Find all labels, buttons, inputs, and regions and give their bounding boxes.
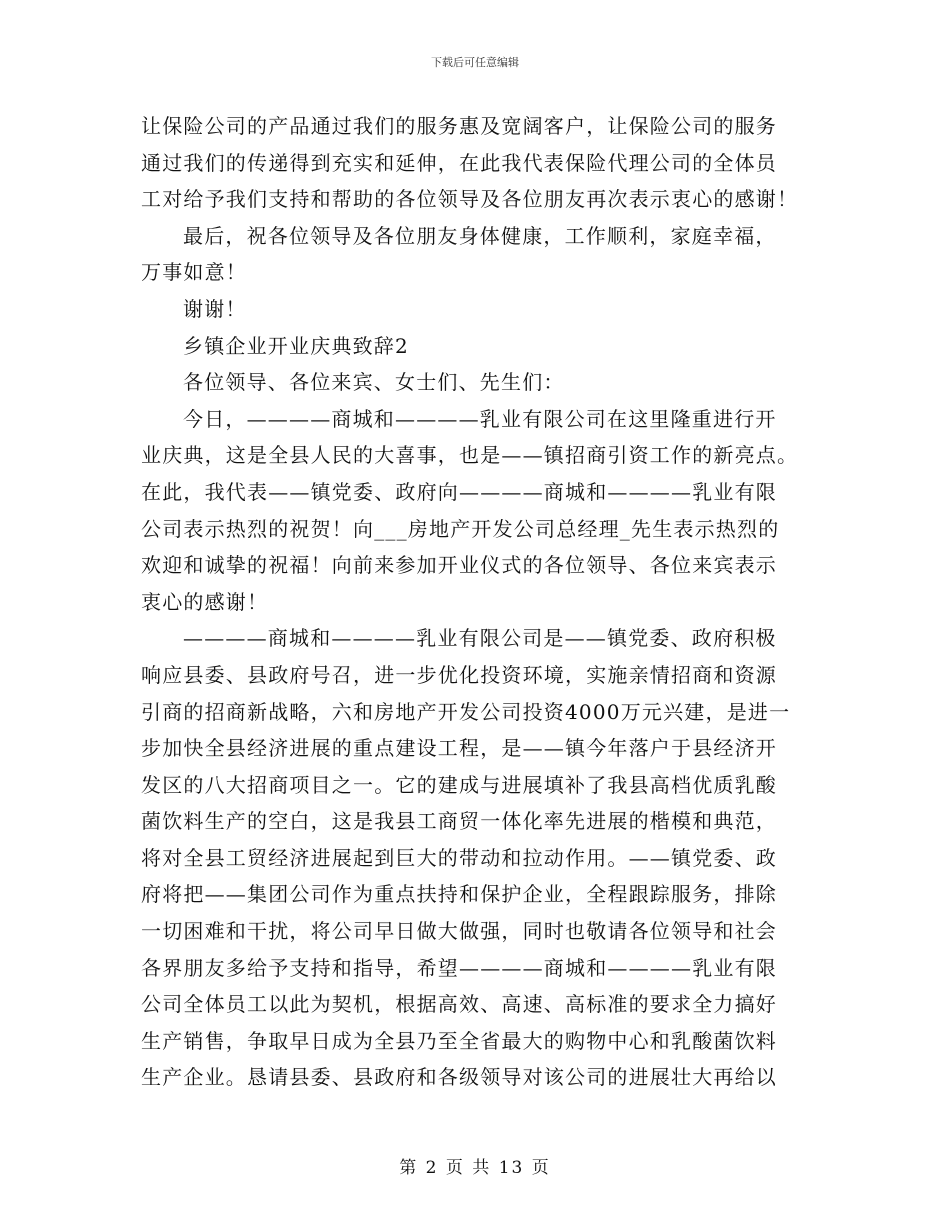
text-line: 万事如意！ <box>141 260 247 285</box>
text-line: 生产企业。恳请县委、县政府和各级领导对该公司的进展壮大再给以 <box>141 1065 777 1090</box>
text-line: 引商的招商新战略，六和房地产开发公司投资4000万元兴建，是进一 <box>141 699 791 724</box>
text-line: 发区的八大招商项目之一。它的建成与进展填补了我县高档优质乳酸 <box>141 772 777 797</box>
text-line: 府将把——集团公司作为重点扶持和保护企业，全程跟踪服务，排除 <box>141 882 777 907</box>
document-body <box>141 108 821 1096</box>
text-line: 将对全县工贸经济进展起到巨大的带动和拉动作用。——镇党委、政 <box>141 845 777 870</box>
text-line: 谢谢！ <box>183 296 247 321</box>
text-line: 今日，————商城和————乳业有限公司在这里隆重进行开 <box>183 406 777 431</box>
text-line: 在此，我代表——镇党委、政府向————商城和————乳业有限 <box>141 479 777 504</box>
text-line: 最后，祝各位领导及各位朋友身体健康，工作顺利，家庭幸福， <box>183 223 777 248</box>
text-line: 步加快全县经济进展的重点建设工程，是——镇今年落户于县经济开 <box>141 736 777 761</box>
text-line: 让保险公司的产品通过我们的服务惠及宽阔客户，让保险公司的服务 <box>141 114 777 138</box>
text-line: 各界朋友多给予支持和指导，希望————商城和————乳业有限 <box>141 955 777 980</box>
text-line: 一切困难和干扰，将公司早日做大做强，同时也敬请各位领导和社会 <box>141 919 777 944</box>
text-line: 公司全体员工以此为契机，根据高效、高速、高标准的要求全力搞好 <box>141 992 777 1017</box>
text-line: 响应县委、县政府号召，进一步优化投资环境，实施亲情招商和资源 <box>141 662 777 687</box>
text-line: 通过我们的传递得到充实和延伸，在此我代表保险代理公司的全体员 <box>141 150 777 175</box>
text-line: 生产销售，争取早日成为全县乃至全省最大的购物中心和乳酸菌饮料 <box>141 1028 777 1053</box>
section-title: 乡镇企业开业庆典致辞2 <box>183 333 409 358</box>
text-line: 欢迎和诚挚的祝福！向前来参加开业仪式的各位领导、各位来宾表示 <box>141 553 777 578</box>
page-footer: 第 2 页 共 13 页 <box>399 1158 551 1178</box>
text-line: 业庆典，这是全县人民的大喜事，也是——镇招商引资工作的新亮点。 <box>141 443 799 468</box>
text-line: 衷心的感谢！ <box>141 589 269 614</box>
page-header: 下载后可任意编辑 <box>431 56 519 69</box>
salutation: 各位领导、各位来宾、女士们、先生们： <box>183 370 565 395</box>
text-line: 公司表示热烈的祝贺！向___房地产开发公司总经理_先生表示热烈的 <box>141 516 780 541</box>
text-line: ————商城和————乳业有限公司是——镇党委、政府积极 <box>183 626 777 651</box>
text-line: 工对给予我们支持和帮助的各位领导及各位朋友再次表示衷心的感谢！ <box>141 187 799 212</box>
text-line: 菌饮料生产的空白，这是我县工商贸一体化率先进展的楷模和典范， <box>141 809 777 834</box>
